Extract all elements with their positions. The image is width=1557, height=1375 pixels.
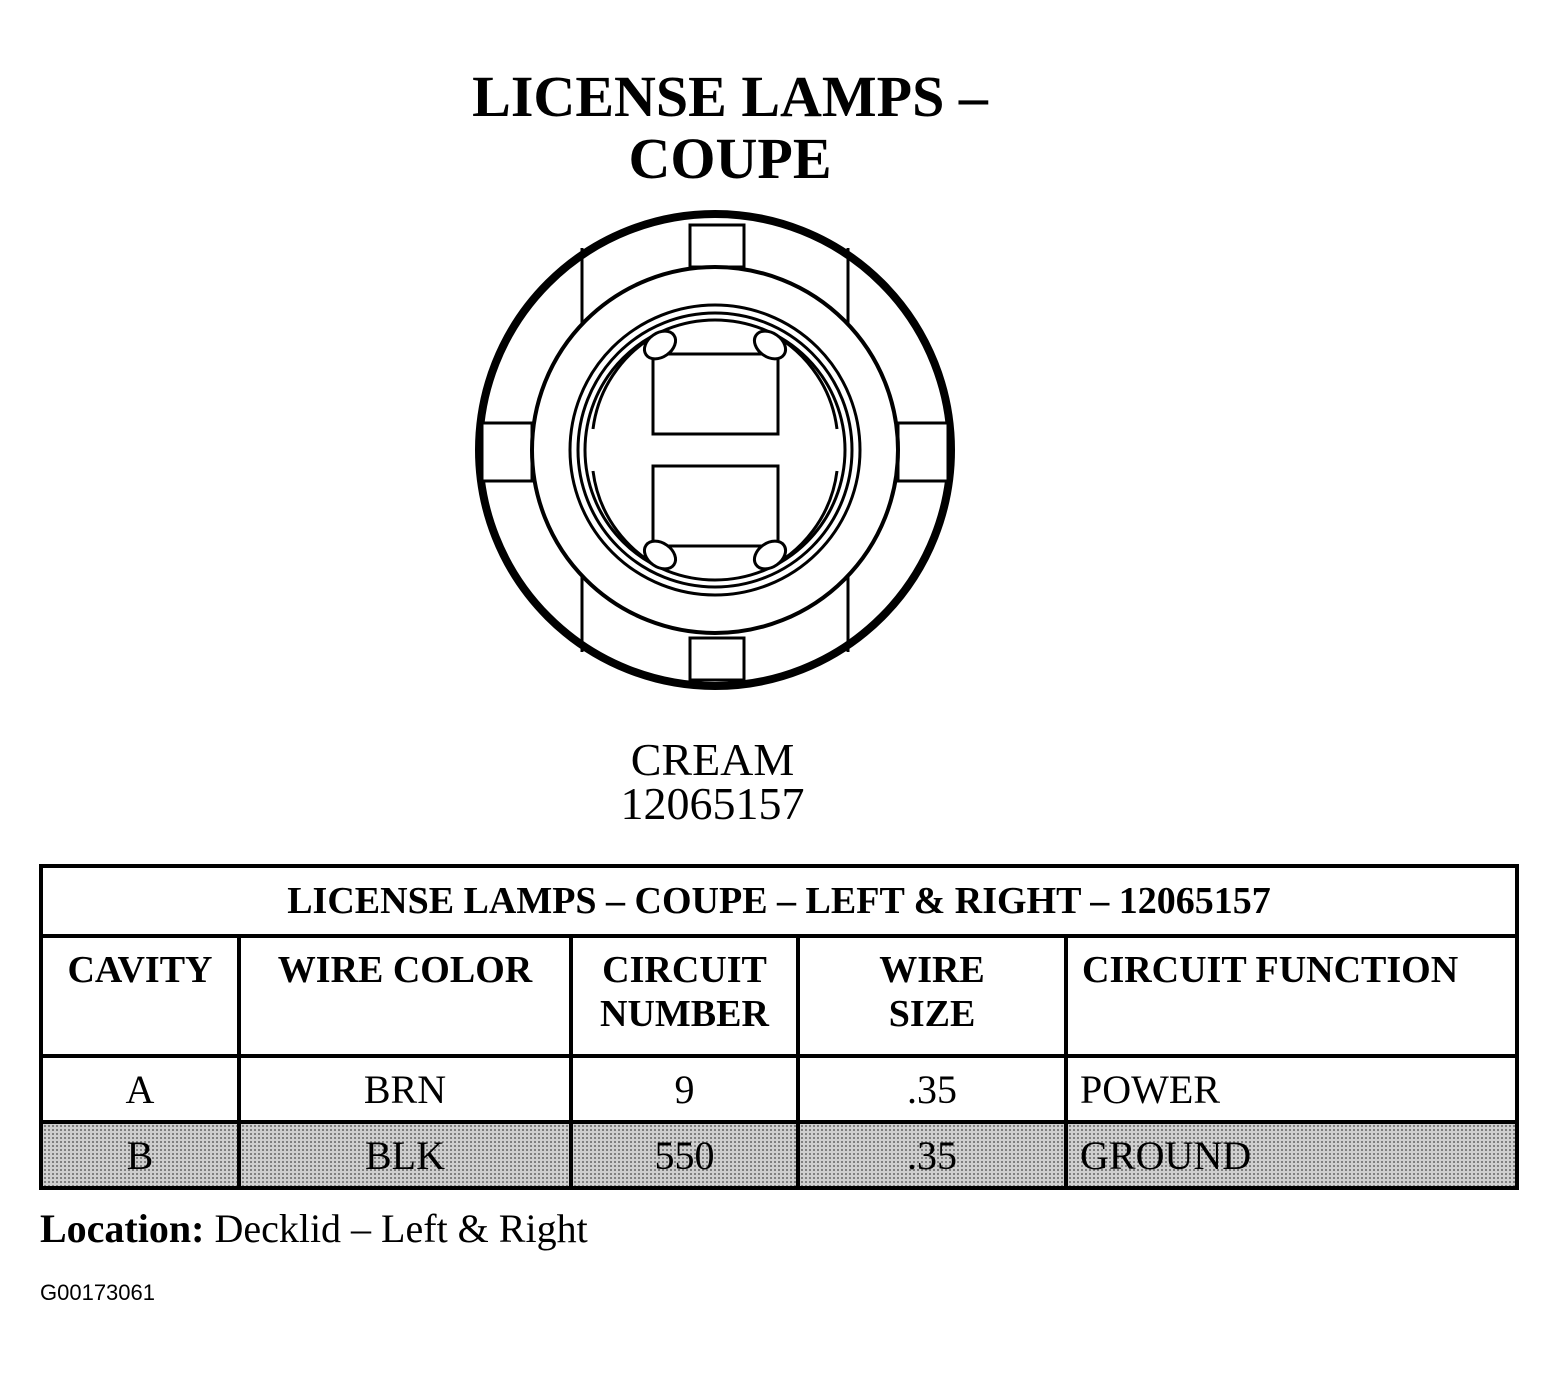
- cell-wire-size: .35: [798, 1122, 1066, 1188]
- title-line-2: COUPE: [628, 126, 832, 191]
- table-row: [41, 1056, 1517, 1122]
- cell-circuit-function: POWER: [1066, 1056, 1517, 1122]
- cell-circuit-number: 550: [571, 1122, 798, 1188]
- table-row: [41, 1122, 1517, 1188]
- connector-part-number: 12065157: [620, 778, 805, 829]
- header-wire-size-line-1: WIRE: [879, 949, 985, 991]
- connector-label: [560, 734, 865, 829]
- cell-circuit-number: 9: [571, 1056, 798, 1122]
- cavity-a-terminal: [653, 354, 778, 434]
- header-circuit-function: CIRCUIT FUNCTION: [1066, 936, 1517, 1056]
- connector-face-illustration: [470, 205, 960, 695]
- header-circuit-number: [571, 936, 798, 1056]
- cell-wire-size: .35: [798, 1056, 1066, 1122]
- header-wire-size-line-2: SIZE: [888, 993, 976, 1035]
- title-line-1: LICENSE LAMPS –: [472, 64, 988, 129]
- cell-wire-color: BRN: [239, 1056, 571, 1122]
- location-value: Decklid – Left & Right: [214, 1206, 588, 1251]
- table-title: LICENSE LAMPS – COUPE – LEFT & RIGHT – 12065157: [41, 866, 1517, 936]
- cell-cavity: A: [41, 1056, 239, 1122]
- location-note: [40, 1205, 588, 1252]
- connector-color: CREAM: [630, 734, 795, 785]
- top-key: [690, 225, 744, 267]
- cell-wire-color: BLK: [239, 1122, 571, 1188]
- cell-circuit-function: GROUND: [1066, 1122, 1517, 1188]
- cell-cavity: B: [41, 1122, 239, 1188]
- header-wire-size: [798, 936, 1066, 1056]
- diagram-title: [330, 66, 1130, 190]
- location-label: Location:: [40, 1206, 205, 1251]
- header-circuit-number-line-2: NUMBER: [600, 993, 769, 1035]
- header-circuit-number-line-1: CIRCUIT: [602, 949, 767, 991]
- figure-id: G00173061: [40, 1280, 155, 1305]
- left-tab: [482, 423, 532, 481]
- header-cavity: CAVITY: [41, 936, 239, 1056]
- right-tab: [898, 423, 948, 481]
- bottom-key: [690, 638, 744, 680]
- header-wire-color: WIRE COLOR: [239, 936, 571, 1056]
- pinout-table: [39, 864, 1519, 1190]
- cavity-b-terminal: [653, 466, 778, 546]
